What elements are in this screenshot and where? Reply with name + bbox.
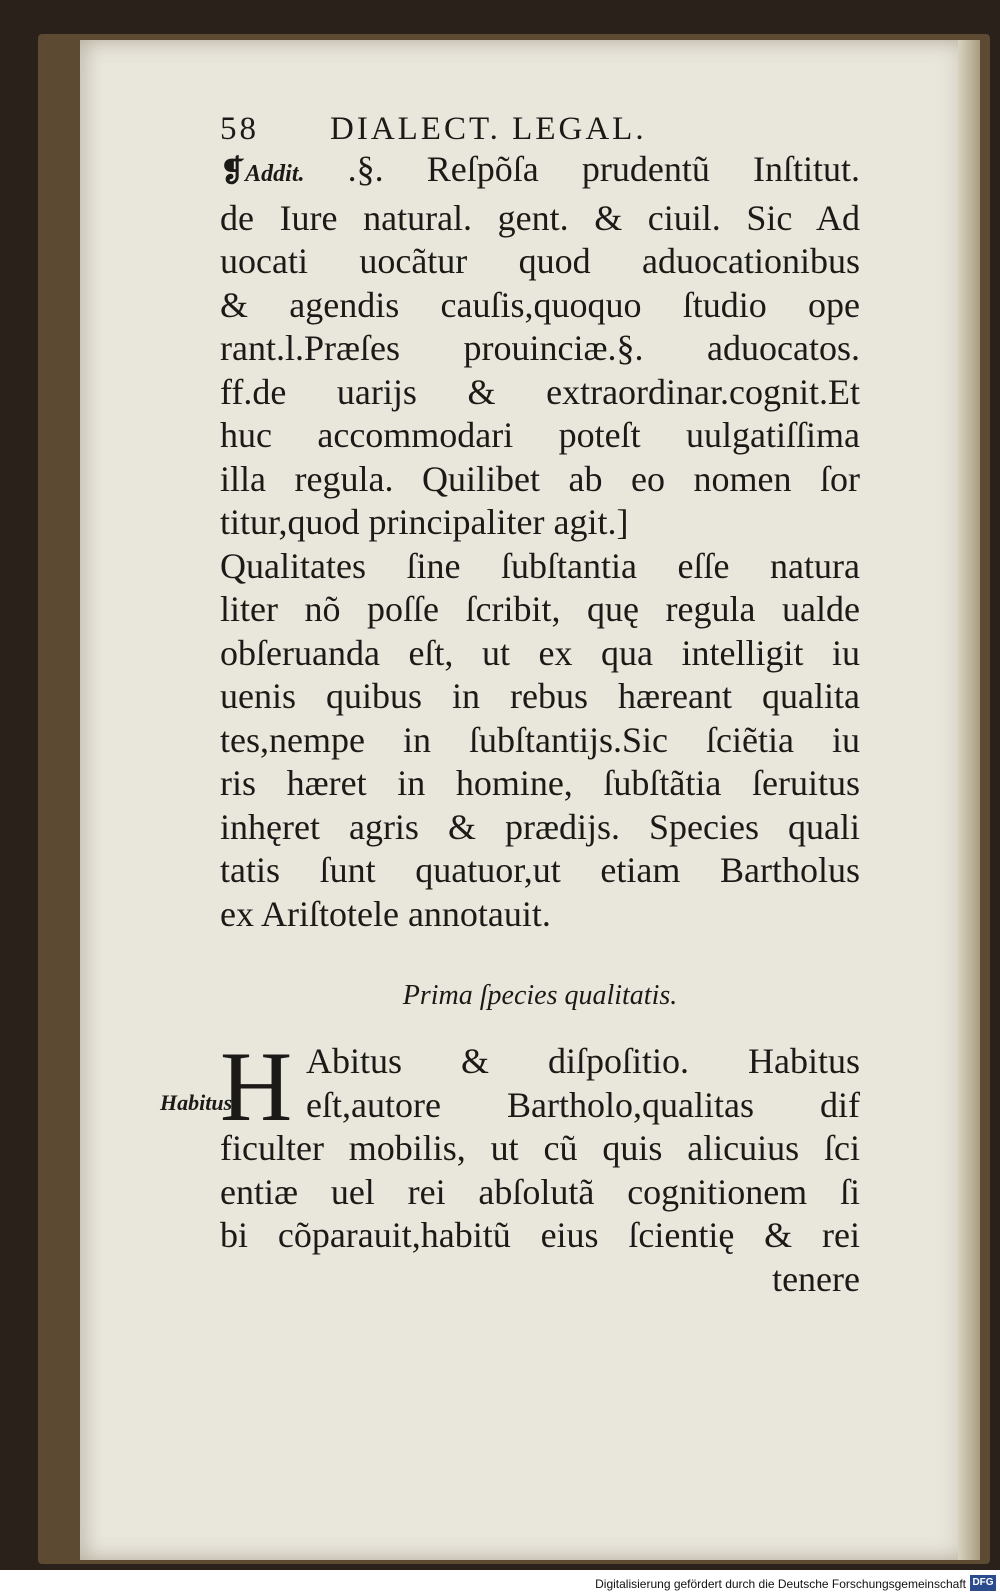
pilcrow-mark: ❡	[220, 155, 246, 188]
page-number: 58	[220, 111, 259, 147]
text-line: liter nõ poſſe ſcribit, quę regula ualde	[220, 589, 860, 629]
dfg-logo-icon: DFG	[970, 1575, 996, 1591]
running-title: DIALECT. LEGAL.	[330, 111, 647, 147]
running-header	[220, 100, 860, 148]
text-line: ff.de uarijs & extraordinar.cognit.Et	[220, 371, 860, 412]
text-line: Qualitates ſine ſubſtantia eſſe natura	[220, 545, 860, 586]
page-gutter-shadow	[958, 40, 980, 1560]
section-heading: Prima ſpecies qualitatis.	[402, 980, 678, 1011]
text-line: ex Ariſtotele annotauit.	[220, 893, 551, 934]
text-line: de Iure natural. gent. & ciuil. Sic Ad	[220, 197, 860, 238]
marginal-note: Habitus.	[160, 1090, 238, 1115]
addit-label: Addit.	[245, 161, 305, 187]
paragraph-1	[220, 148, 860, 936]
text-line: ficulter mobilis, ut cũ quis alicuius ſci	[220, 1128, 860, 1168]
text-line: uocati uocãtur quod aduocationibus	[220, 241, 860, 281]
text-line: inhęret agris & prædijs. Species quali	[220, 806, 860, 847]
text-line: tes,nempe in ſubſtantijs.Sic ſciẽtia iu	[220, 719, 860, 760]
text-line: uenis quibus in rebus hæreant qualita	[220, 676, 860, 716]
text-line: & agendis cauſis,quoquo ſtudio ope	[220, 284, 860, 325]
text-line: obſeruanda eſt, ut ex qua intelligit iu	[220, 632, 860, 673]
text-line: illa regula. Quilibet ab eo nomen ſor	[220, 458, 860, 499]
catchword: tenere	[772, 1258, 860, 1299]
text-line	[220, 148, 860, 197]
text-line: eſt,autore Bartholo,qualitas dif	[306, 1084, 860, 1125]
text-line: ris hæret in homine, ſubſtãtia ſeruitus	[220, 763, 860, 803]
text-line: huc accommodari poteſt uulgatiſſima	[220, 415, 860, 455]
text-line: rant.l.Præſes prouinciæ.§. aduocatos.	[220, 328, 860, 368]
text-line: entiæ uel rei abſolutã cognitionem ſi	[220, 1171, 860, 1212]
funding-credit: Digitalisierung gefördert durch die Deutsche Forschungsgemeinschaft	[595, 1577, 966, 1591]
text-line: tatis ſunt quatuor,ut etiam Bartholus	[220, 850, 860, 890]
text-line: Abitus & diſpoſitio. Habitus	[306, 1041, 860, 1081]
text-column	[220, 100, 860, 1301]
text-line: bi cõparauit,habitũ eius ſcientię & rei	[220, 1215, 860, 1255]
text-line: titur,quod principaliter agit.]	[220, 502, 629, 542]
paragraph-2	[220, 1031, 860, 1301]
line-text: .§. Reſpõſa prudentũ Inſtitut.	[347, 149, 860, 189]
footer-bar	[0, 1570, 1000, 1594]
drop-cap: H	[220, 1031, 293, 1142]
